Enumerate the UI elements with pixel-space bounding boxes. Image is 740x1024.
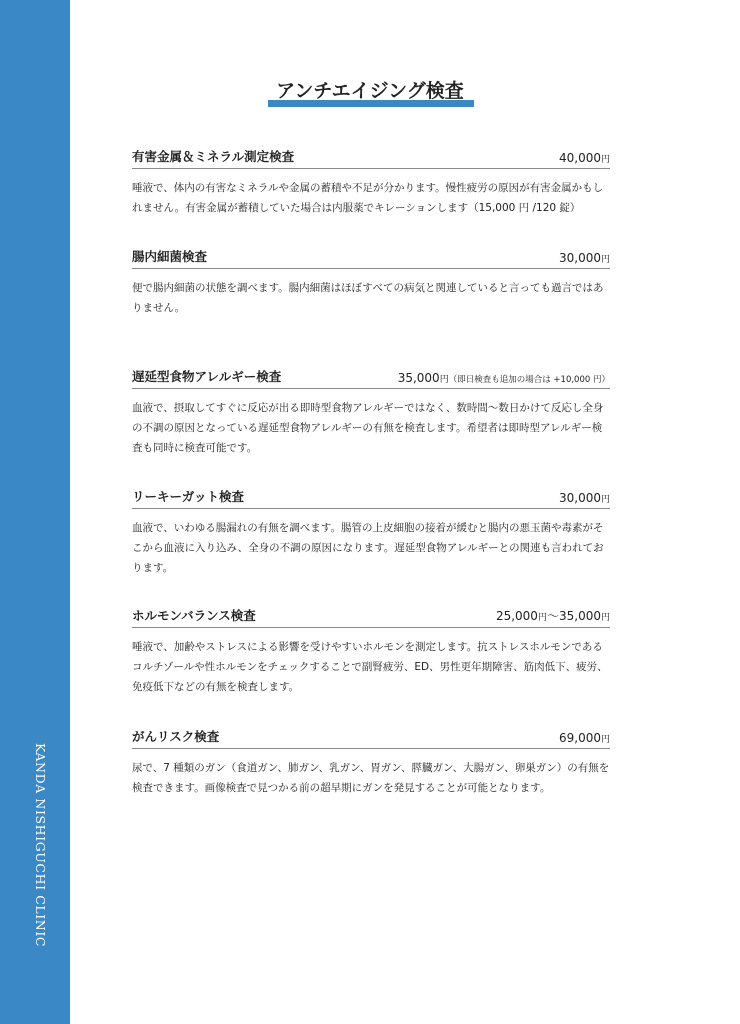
yen-unit: 円 <box>600 735 610 745</box>
price-value: 40,000 <box>558 151 601 165</box>
section-header <box>132 146 610 169</box>
test-price <box>559 731 610 745</box>
section-header <box>132 605 610 628</box>
yen-unit: 円 <box>600 613 610 623</box>
test-price <box>398 371 610 385</box>
test-section-food-allergy <box>132 366 610 458</box>
page-title-text: アンチエイジング検査 <box>276 80 464 102</box>
yen-unit: 円 <box>600 255 610 265</box>
price-range-separator: ～ <box>546 609 559 623</box>
price-value: 30,000 <box>558 491 601 505</box>
test-description: 唾液で、加齢やストレスによる影響を受けやすいホルモンを測定します。抗ストレスホルモンであるコルチゾールや性ホルモンをチェックすることで副腎疲労、ED、男性更年期障害、筋肉低下、疲労、免疫低下などの有無を検査します。 <box>132 641 608 693</box>
page-title <box>270 76 470 103</box>
section-header <box>132 366 610 389</box>
test-section-gut-flora <box>132 246 610 318</box>
test-description: 血液で、摂取してすぐに反応が出る即時型食物アレルギーではなく、数時間～数日かけて反応し全身の不調の原因となっている遅延型食物アレルギーの有無を検査します。希望者は即時型アレルギー検査も同時に検査可能です。 <box>132 402 604 454</box>
section-header <box>132 486 610 509</box>
test-name: がんリスク検査 <box>132 729 220 744</box>
test-section-cancer-risk <box>132 726 610 798</box>
price-value: 30,000 <box>558 251 601 265</box>
test-price <box>496 607 610 624</box>
price-value: 25,000 <box>495 609 538 623</box>
yen-unit: 円 <box>600 495 610 505</box>
test-section-heavy-metal <box>132 146 610 218</box>
price-value: 35,000 <box>397 371 440 385</box>
test-description: 尿で、7 種類のガン（食道ガン、肺ガン、乳ガン、胃ガン、膵臓ガン、大腸ガン、卵巣ガン）の有無を検査できます。画像検査で見つかる前の超早期にガンを発見することが可能となります。 <box>132 762 610 794</box>
test-description: 唾液で、体内の有害なミネラルや金属の蓄積や不足が分かります。慢性疲労の原因が有害金属かもしれません。有害金属が蓄積していた場合は内服薬でキレーションします（15,000 円 /120 錠） <box>132 182 604 214</box>
test-name: 遅延型食物アレルギー検査 <box>132 369 282 384</box>
test-description: 血液で、いわゆる腸漏れの有無を調べます。腸管の上皮細胞の接着が緩むと腸内の悪玉菌や毒素がそこから血液に入り込み、全身の不調の原因になります。遅延型食物アレルギーとの関連も言われております。 <box>132 522 604 574</box>
section-header <box>132 246 610 269</box>
test-price <box>559 251 610 265</box>
test-section-leaky-gut <box>132 486 610 578</box>
yen-unit: 円 <box>537 613 547 623</box>
page-title-container <box>0 76 740 103</box>
test-name: リーキーガット検査 <box>132 489 245 504</box>
yen-unit: 円 <box>600 155 610 165</box>
test-name: ホルモンバランス検査 <box>132 608 256 623</box>
section-header <box>132 726 610 749</box>
yen-unit: 円 <box>439 375 449 385</box>
test-section-hormone <box>132 605 610 697</box>
test-name: 腸内細菌検査 <box>132 249 208 264</box>
test-price <box>559 151 610 165</box>
test-name: 有害金属＆ミネラル測定検査 <box>132 149 295 164</box>
price-note: （即日検査も追加の場合は +10,000 円） <box>448 375 610 385</box>
price-value: 69,000 <box>558 731 601 745</box>
clinic-name-vertical: KANDA NISHIGUCHI CLINIC <box>33 743 48 948</box>
test-description: 便で腸内細菌の状態を調べます。腸内細菌はほぼすべての病気と関連していると言っても過言ではありません。 <box>132 282 604 314</box>
test-price <box>559 491 610 505</box>
price-value-to: 35,000 <box>558 609 601 623</box>
